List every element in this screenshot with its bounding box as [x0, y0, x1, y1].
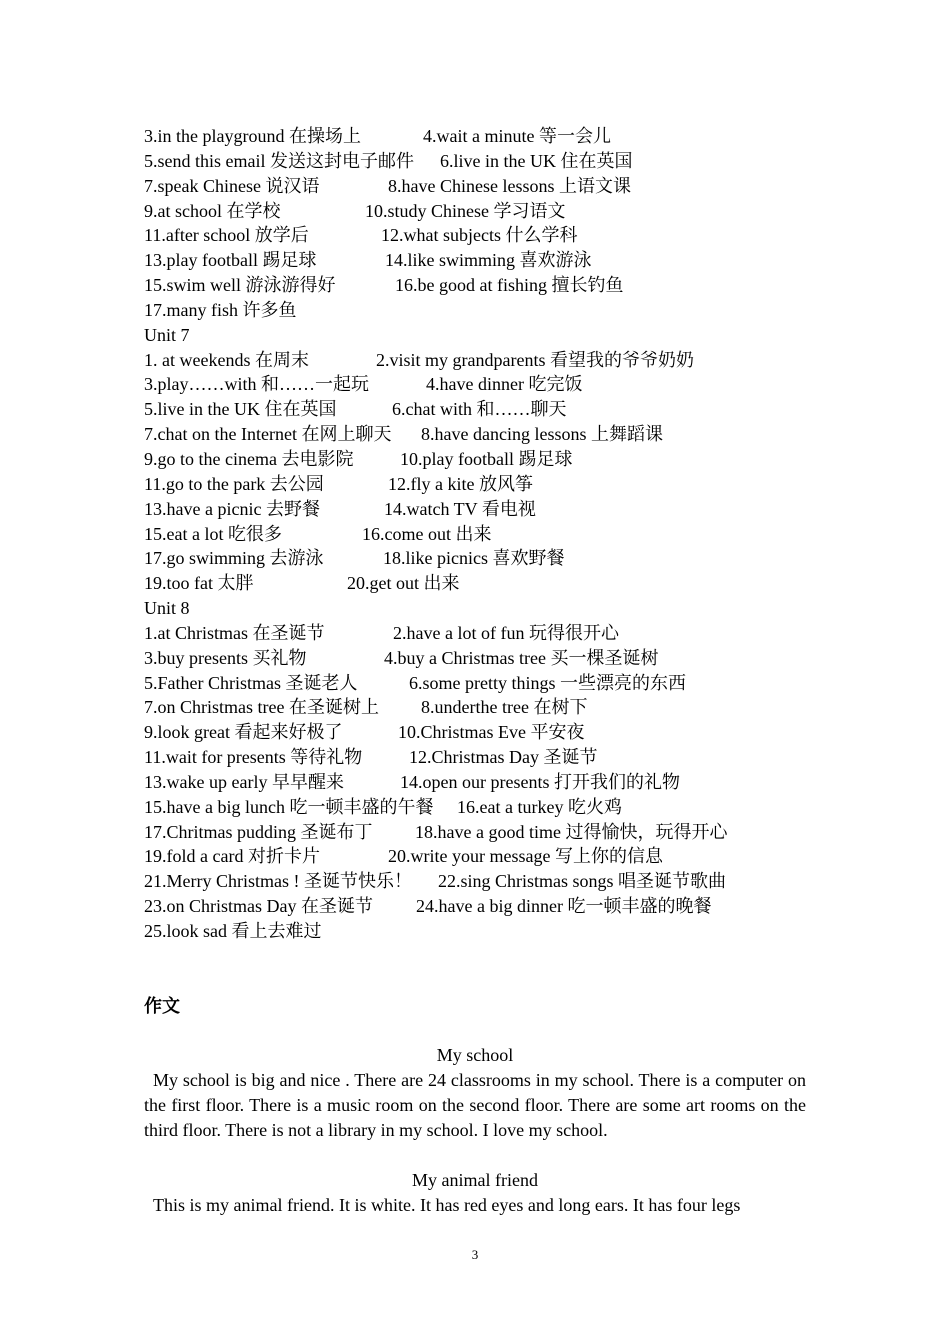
- vocab-row: [144, 522, 806, 547]
- vocab-item: 8.have dancing lessons 上舞蹈课: [421, 424, 663, 445]
- vocab-item: 13.have a picnic 去野餐: [144, 498, 320, 519]
- essay-title-my-school: My school: [436, 1044, 514, 1065]
- page-content: [144, 124, 806, 1218]
- vocab-row: [144, 894, 806, 919]
- vocab-item: 20.write your message 写上你的信息: [388, 846, 663, 867]
- vocab-item: 6.chat with 和……聊天: [392, 399, 567, 420]
- essay-body-my-school: My school is big and nice . There are 24 classrooms in my school. There is a computer on the first floor. There is a music room on the second floor. There are some art rooms on the third floor. There is not a library in my school. I love my school.: [144, 1069, 806, 1140]
- vocab-item: 7.chat on the Internet 在网上聊天: [144, 424, 392, 445]
- vocab-item: 5.live in the UK 住在英国: [144, 399, 337, 420]
- vocab-row: [144, 447, 806, 472]
- vocab-row: [144, 248, 806, 273]
- vocab-row: [144, 571, 806, 596]
- vocab-item: 15.have a big lunch 吃一顿丰盛的午餐: [144, 796, 434, 817]
- vocab-item: 11.after school 放学后: [144, 225, 309, 246]
- vocab-item: 5.Father Christmas 圣诞老人: [144, 672, 358, 693]
- vocab-item: 7.speak Chinese 说汉语: [144, 175, 320, 196]
- vocab-item: 14.open our presents 打开我们的礼物: [400, 771, 680, 792]
- vocab-item: 25.look sad 看上去难过: [144, 921, 322, 941]
- vocab-item: 18.have a good time 过得愉快，玩得开心: [415, 821, 728, 842]
- vocab-row: [144, 497, 806, 522]
- vocab-item: 22.sing Christmas songs 唱圣诞节歌曲: [438, 871, 727, 892]
- vocab-item: 4.wait a minute 等一会儿: [423, 126, 611, 146]
- vocab-item: 12.what subjects 什么学科: [381, 225, 578, 246]
- vocab-item: 11.wait for presents 等待礼物: [144, 747, 363, 768]
- vocab-item: 19.fold a card 对折卡片: [144, 846, 320, 867]
- vocab-item: 8.have Chinese lessons 上语文课: [388, 175, 631, 196]
- vocab-item: 4.have dinner 吃完饭: [426, 374, 583, 395]
- vocab-item: 10.play football 踢足球: [400, 448, 573, 469]
- unit-heading: [144, 596, 806, 621]
- vocab-item: 3.in the playground 在操场上: [144, 126, 361, 146]
- vocabulary-list: [144, 124, 806, 944]
- vocab-item: 9.go to the cinema 去电影院: [144, 448, 354, 469]
- unit-heading: [144, 323, 806, 348]
- vocab-row: [144, 795, 806, 820]
- vocab-item: 21.Merry Christmas ! 圣诞节快乐！: [144, 871, 412, 892]
- vocab-item: Unit 7: [144, 324, 190, 345]
- vocab-item: 20.get out 出来: [347, 573, 460, 594]
- vocab-row: [144, 770, 806, 795]
- vocab-item: 4.buy a Christmas tree 买一棵圣诞树: [384, 647, 659, 668]
- vocab-item: 3.play……with 和……一起玩: [144, 374, 369, 395]
- vocab-item: 7.on Christmas tree 在圣诞树上: [144, 697, 379, 718]
- vocab-item: 12.Christmas Day 圣诞节: [409, 747, 598, 768]
- vocab-item: 9.at school 在学校: [144, 200, 281, 221]
- vocab-row: [144, 298, 806, 323]
- vocab-row: [144, 621, 806, 646]
- vocab-item: 12.fly a kite 放风筝: [388, 473, 533, 494]
- vocab-item: 17.many fish 许多鱼: [144, 299, 297, 320]
- vocab-item: 16.be good at fishing 擅长钓鱼: [395, 275, 624, 296]
- vocab-item: 16.come out 出来: [362, 523, 492, 544]
- vocab-item: 15.eat a lot 吃很多: [144, 523, 282, 544]
- vocab-item: 24.have a big dinner 吃一顿丰盛的晚餐: [416, 896, 712, 917]
- vocab-row: [144, 869, 806, 894]
- vocab-item: 15.swim well 游泳游得好: [144, 275, 336, 296]
- vocab-row: [144, 397, 806, 422]
- vocab-item: 16.eat a turkey 吃火鸡: [457, 796, 622, 817]
- vocab-item: 14.like swimming 喜欢游泳: [385, 250, 592, 271]
- vocab-item: 8.underthe tree 在树下: [421, 697, 588, 718]
- vocab-row: [144, 745, 806, 770]
- vocab-row: [144, 844, 806, 869]
- vocab-item: 17.go swimming 去游泳: [144, 548, 324, 569]
- vocab-row: [144, 348, 806, 373]
- vocab-item: 14.watch TV 看电视: [384, 498, 536, 519]
- vocab-item: 10.study Chinese 学习语文: [365, 200, 566, 221]
- vocab-item: 6.live in the UK 住在英国: [440, 150, 633, 171]
- vocab-row: [144, 546, 806, 571]
- composition-heading: 作文: [144, 995, 180, 1016]
- vocab-row: [144, 174, 806, 199]
- vocab-row: [144, 124, 806, 149]
- vocab-row: [144, 695, 806, 720]
- vocab-row: [144, 720, 806, 745]
- vocab-item: 19.too fat 太胖: [144, 573, 254, 594]
- vocab-item: 9.look great 看起来好极了: [144, 722, 343, 743]
- vocab-item: 23.on Christmas Day 在圣诞节: [144, 896, 373, 917]
- vocab-row: [144, 372, 806, 397]
- vocab-item: 3.buy presents 买礼物: [144, 647, 307, 668]
- vocab-item: Unit 8: [144, 598, 190, 619]
- vocab-item: 1.at Christmas 在圣诞节: [144, 622, 325, 643]
- vocab-item: 18.like picnics 喜欢野餐: [383, 548, 565, 569]
- vocab-item: 13.play football 踢足球: [144, 250, 317, 271]
- vocab-row: [144, 223, 806, 248]
- vocab-row: [144, 273, 806, 298]
- vocab-row: [144, 199, 806, 224]
- vocab-row: [144, 646, 806, 671]
- essay-body-my-animal-friend: This is my animal friend. It is white. It has red eyes and long ears. It has four legs: [153, 1194, 741, 1215]
- vocab-item: 2.visit my grandparents 看望我的爷爷奶奶: [376, 349, 694, 370]
- vocab-item: 6.some pretty things 一些漂亮的东西: [409, 672, 686, 693]
- vocab-item: 1. at weekends 在周末: [144, 349, 309, 370]
- vocab-item: 13.wake up early 早早醒来: [144, 771, 344, 792]
- vocab-item: 2.have a lot of fun 玩得很开心: [393, 622, 619, 643]
- page-number: 3: [471, 1247, 479, 1262]
- vocab-item: 5.send this email 发送这封电子邮件: [144, 150, 414, 171]
- vocab-row: [144, 820, 806, 845]
- essay-title-my-animal-friend: My animal friend: [412, 1169, 538, 1190]
- vocab-row: [144, 472, 806, 497]
- vocab-row: [144, 422, 806, 447]
- vocab-item: 11.go to the park 去公园: [144, 473, 324, 494]
- vocab-item: 10.Christmas Eve 平安夜: [398, 722, 585, 743]
- vocab-row: [144, 149, 806, 174]
- vocab-row: [144, 919, 806, 944]
- vocab-item: 17.Chritmas pudding 圣诞布丁: [144, 821, 373, 842]
- vocab-row: [144, 671, 806, 696]
